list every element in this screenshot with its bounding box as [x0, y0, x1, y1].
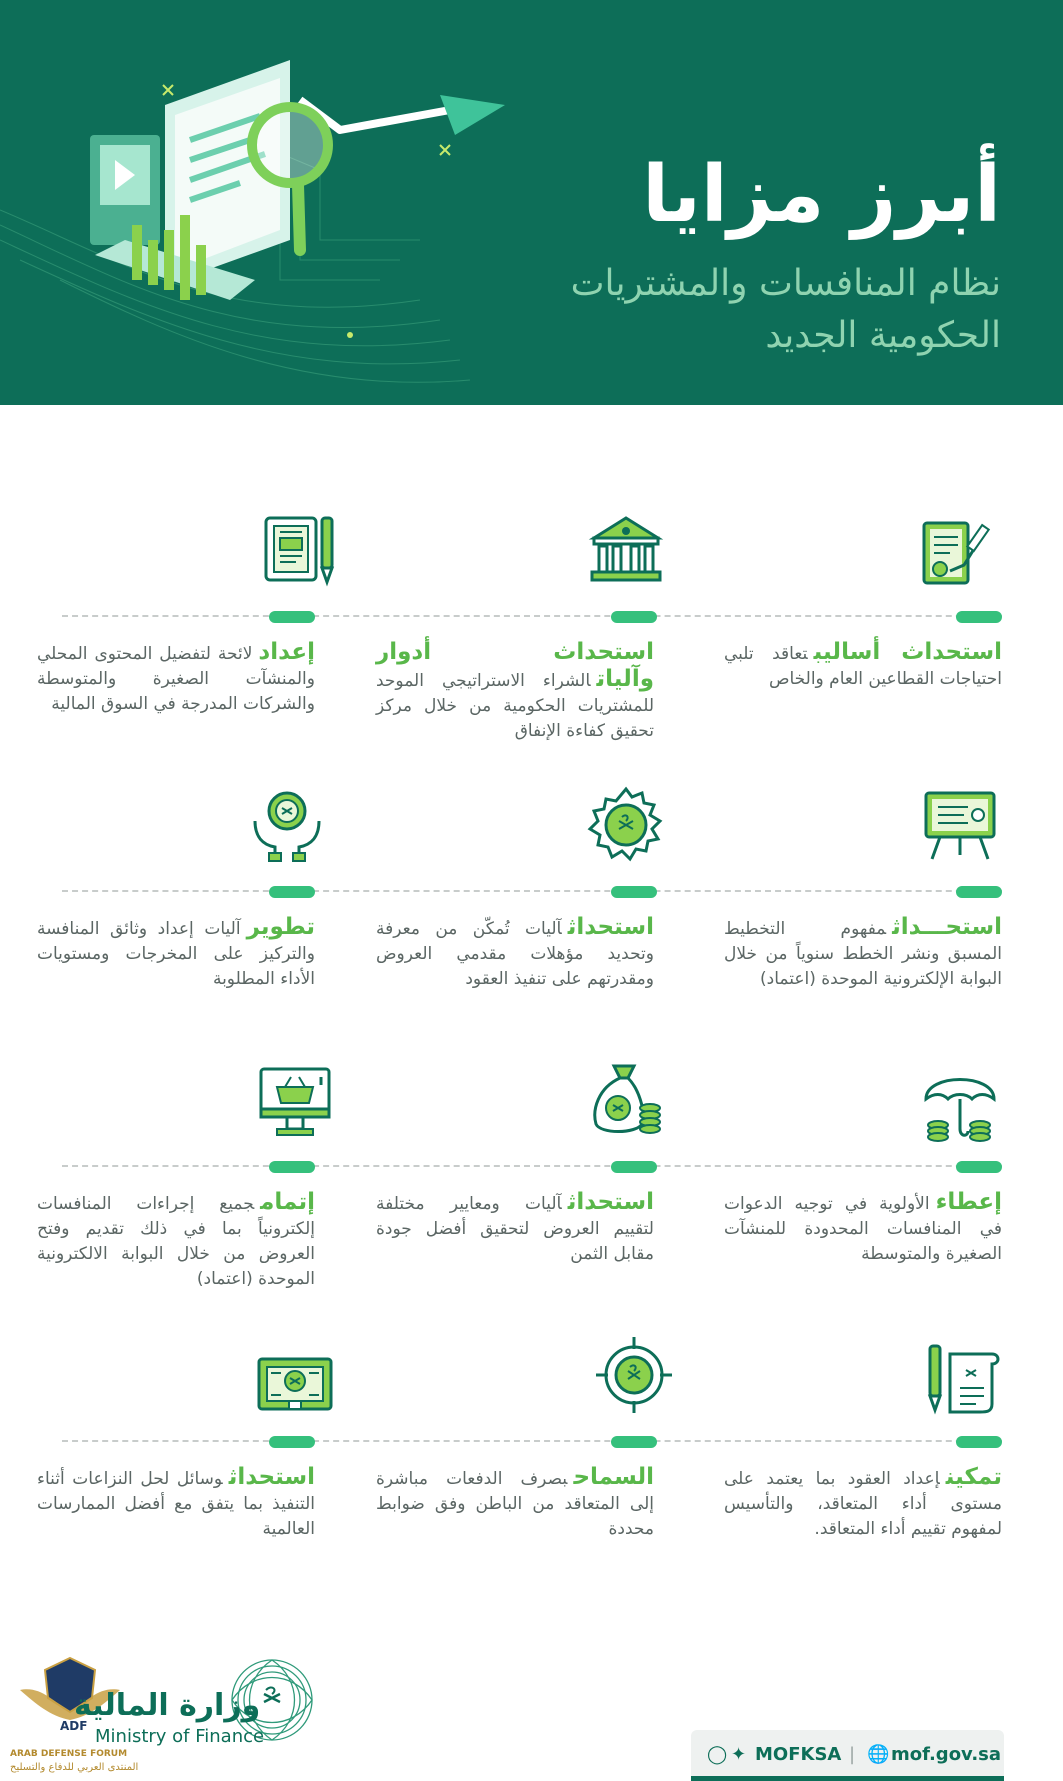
accent-pill [956, 1161, 1002, 1173]
feature-text [37, 1465, 315, 1542]
feature-desc: بصرف الدفعات مباشرة إلى المتعاقد من الباطن وفق ضوابط محددة [376, 1469, 654, 1539]
feature-desc: آليات إعداد وثائق المنافسة والتركيز على المخرجات ومستويات الأداء المطلوبة [37, 919, 315, 989]
accent-pill [611, 886, 657, 898]
row-divider [62, 615, 1002, 617]
feature-title: إتمام [260, 1189, 315, 1215]
ministry-name-english: Ministry of Finance [95, 1726, 265, 1747]
feature-title: استحداث [228, 1464, 315, 1490]
feature-title: إعداد [258, 639, 315, 665]
feature-text [724, 1190, 1002, 1267]
hero-subtitle [481, 258, 1001, 362]
accent-pill [956, 886, 1002, 898]
accent-pill [269, 1161, 315, 1173]
accent-pill [611, 1436, 657, 1448]
social-links-bar [691, 1730, 1004, 1781]
accent-pill [269, 1436, 315, 1448]
feature-title: تمكين [945, 1464, 1002, 1490]
ministry-name-arabic: وزارة المالية [74, 1688, 261, 1723]
banknote-icon [255, 1345, 335, 1425]
feature-desc: تعاقد تلبي احتياجات القطاعين العام والخاص [724, 644, 1002, 689]
accent-pill [611, 1161, 657, 1173]
document-pen-icon [260, 510, 340, 590]
hero-subtitle-line1: نظام المنافسات والمشتريات [570, 263, 1001, 304]
feature-text [37, 1190, 315, 1292]
feature-text [724, 915, 1002, 992]
feature-text [724, 1465, 1002, 1542]
feature-desc: وسائل لحل النزاعات أثناء التنفيذ بما يتفق مع أفضل الممارسات العالمية [37, 1469, 315, 1539]
money-bag-icon [586, 1060, 666, 1140]
feature-desc: مفهوم التخطيط المسبق ونشر الخطط سنوياً من خلال البوابة الإلكترونية الموحدة (اعتماد) [724, 919, 1002, 989]
scroll-pen-icon [926, 1340, 1006, 1420]
online-basket-icon [255, 1063, 335, 1143]
globe-icon: 🌐 [867, 1744, 890, 1765]
contract-sign-icon [914, 515, 994, 595]
feature-title: تطوير [246, 914, 315, 940]
feature-desc: الأولوية في توجيه الدعوات في المنافسات المحدودة للمنشآت الصغيرة والمتوسطة [724, 1194, 1002, 1264]
hero-subtitle-line2: الحكومية الجديد [765, 315, 1001, 356]
target-emblem-icon [594, 1335, 674, 1415]
hero-title: أبرز مزايا [642, 150, 1001, 240]
feature-text [376, 1190, 654, 1267]
svg-text:ADF: ADF [60, 1719, 88, 1733]
feature-desc: إعداد العقود بما يعتمد على مستوى أداء المتعاقد، والتأسيس لمفهوم تقييم أداء المتعاقد. [724, 1469, 1002, 1539]
hands-coin-icon [247, 785, 327, 865]
forum-watermark-text: ARAB DEFENSE FORUM [10, 1749, 128, 1759]
feature-text [37, 640, 315, 717]
accent-pill [611, 611, 657, 623]
feature-title: إعطاء [935, 1189, 1002, 1215]
government-building-icon [586, 510, 666, 590]
accent-pill [956, 1436, 1002, 1448]
row-divider [62, 890, 1002, 892]
feature-desc: جميع إجراءات المنافسات إلكترونياً بما في ذلك تقديم وفتح العروض من خلال البوابة الالكترونية الموحدة (اعتماد) [37, 1194, 315, 1289]
feature-desc: الشراء الاستراتيجي الموحد للمشتريات الحكومية من خلال مركز تحقيق كفاءة الإنفاق [376, 671, 654, 741]
presentation-board-icon [920, 785, 1000, 865]
twitter-icon[interactable]: ✦ [731, 1744, 747, 1765]
feature-desc: لائحة لتفضيل المحتوى المحلي والمنشآت الصغيرة والمتوسطة والشركات المدرجة في السوق المالية [37, 644, 315, 714]
social-handle[interactable]: MOFKSA [755, 1744, 842, 1765]
website-link[interactable]: mof.gov.sa [891, 1744, 1002, 1765]
forum-watermark-text-arabic: المنتدى العربي للدفاع والتسليح [10, 1762, 139, 1773]
separator: | [849, 1744, 856, 1765]
feature-text [376, 915, 654, 992]
feature-text [724, 640, 1002, 692]
feature-title: استحـــداث [892, 914, 1002, 940]
accent-pill [956, 611, 1002, 623]
feature-title: السماح [573, 1464, 654, 1490]
row-divider [62, 1165, 1002, 1167]
instagram-icon[interactable]: ◯ [707, 1744, 728, 1765]
feature-title: استحداث أساليب [813, 639, 1002, 665]
umbrella-coins-icon [920, 1063, 1000, 1143]
feature-text [376, 640, 654, 744]
feature-title: استحداث [567, 914, 654, 940]
row-divider [62, 1440, 1002, 1442]
gear-emblem-icon [586, 785, 666, 865]
accent-pill [269, 611, 315, 623]
feature-text [376, 1465, 654, 1542]
feature-title: استحداث أدوار وآليات [376, 639, 654, 692]
feature-text [37, 915, 315, 992]
hero-banner [0, 0, 1063, 405]
accent-pill [269, 886, 315, 898]
feature-title: استحداث [567, 1189, 654, 1215]
feature-desc: آليات ومعايير مختلفة لتقييم العروض لتحقيق أفضل جودة مقابل الثمن [376, 1194, 654, 1264]
feature-desc: آليات تُمكّن من معرفة وتحديد مؤهلات مقدمي العروض ومقدرتهم على تنفيذ العقود [376, 919, 654, 989]
